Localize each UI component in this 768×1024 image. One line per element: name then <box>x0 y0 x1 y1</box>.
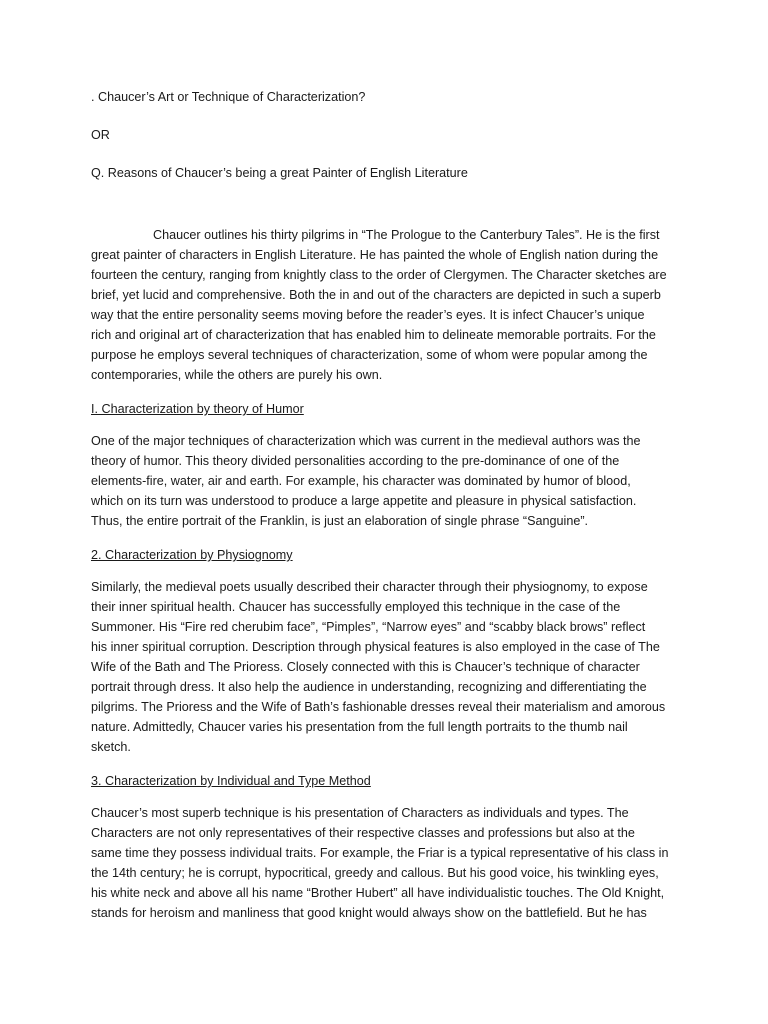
text-line: the 14th century; he is corrupt, hypocritical, greedy and callous. But his good voice, his twinkling eyes, <box>91 866 659 880</box>
section-paragraph-humor <box>91 431 671 531</box>
text-line: brief, yet lucid and comprehensive. Both the in and out of the characters are depicted in such a superb <box>91 288 661 302</box>
section-title-physiognomy: 2. Characterization by Physiognomy <box>91 548 293 562</box>
text-line: sketch. <box>91 740 131 754</box>
text-line: theory of humor. This theory divided personalities according to the pre-dominance of one of the <box>91 454 620 468</box>
or-label: OR <box>91 128 110 142</box>
text-line: purpose he employs several techniques of characterization, some of whom were popular among the <box>91 348 648 362</box>
text-line: Chaucer outlines his thirty pilgrims in “The Prologue to the Canterbury Tales”. He is the first <box>153 228 660 242</box>
text-line: which on its turn was understood to produce a large appetite and pleasure in physical satisfaction. <box>91 494 637 508</box>
section-title-individual-type: 3. Characterization by Individual and Type Method <box>91 774 371 788</box>
text-line: fourteen the century, ranging from knightly class to the order of Clergymen. The Character sketches are <box>91 268 667 282</box>
document-page <box>91 87 671 935</box>
text-line: same time they possess individual traits. For example, the Friar is a typical representative of his class in <box>91 846 669 860</box>
section-paragraph-physiognomy <box>91 577 671 757</box>
text-line: Summoner. His “Fire red cherubim face”, “Pimples”, “Narrow eyes” and “scabby black brows” reflect <box>91 620 646 634</box>
text-line: their inner spiritual health. Chaucer has successfully employed this technique in the case of the <box>91 600 621 614</box>
question2-heading: Q. Reasons of Chaucer’s being a great Painter of English Literature <box>91 166 468 180</box>
text-line: Thus, the entire portrait of the Franklin, is just an elaboration of single phrase “Sanguine”. <box>91 514 589 528</box>
text-line: stands for heroism and manliness that good knight would always show on the battlefield. But he has <box>91 906 647 920</box>
section-paragraph-individual-type <box>91 803 671 923</box>
text-line: nature. Admittedly, Chaucer varies his presentation from the full length portraits to the thumb nail <box>91 720 628 734</box>
text-line: Characters are not only representatives of their respective classes and professions but also at the <box>91 826 635 840</box>
text-line: Chaucer’s most superb technique is his presentation of Characters as individuals and types. The <box>91 806 629 820</box>
text-line: portrait through dress. It also help the audience in understanding, recognizing and differentiating the <box>91 680 647 694</box>
text-line: pilgrims. The Prioress and the Wife of Bath’s fashionable dresses reveal their materialism and amorous <box>91 700 666 714</box>
intro-paragraph <box>91 225 671 385</box>
text-line: contemporaries, while the others are purely his own. <box>91 368 383 382</box>
text-line: Similarly, the medieval poets usually described their character through their physiognomy, to expose <box>91 580 648 594</box>
text-line: rich and original art of characterization that has enabled him to delineate memorable portraits. For the <box>91 328 656 342</box>
text-line: elements-fire, water, air and earth. For example, his character was dominated by humor of blood, <box>91 474 631 488</box>
text-line: way that the entire personality seems moving before the reader’s eyes. It is infect Chaucer’s unique <box>91 308 645 322</box>
text-line: his white neck and above all his name “Brother Hubert” all have individualistic touches. The Old Knight, <box>91 886 665 900</box>
text-line: great painter of characters in English Literature. He has painted the whole of English nation during the <box>91 248 659 262</box>
text-line: Wife of the Bath and The Prioress. Closely connected with this is Chaucer’s technique of character <box>91 660 640 674</box>
text-line: his inner spiritual corruption. Description through physical features is also employed in the case of The <box>91 640 660 654</box>
section-title-humor: I. Characterization by theory of Humor <box>91 402 304 416</box>
question-heading: . Chaucer’s Art or Technique of Characterization? <box>91 90 366 104</box>
text-line: One of the major techniques of characterization which was current in the medieval authors was the <box>91 434 641 448</box>
